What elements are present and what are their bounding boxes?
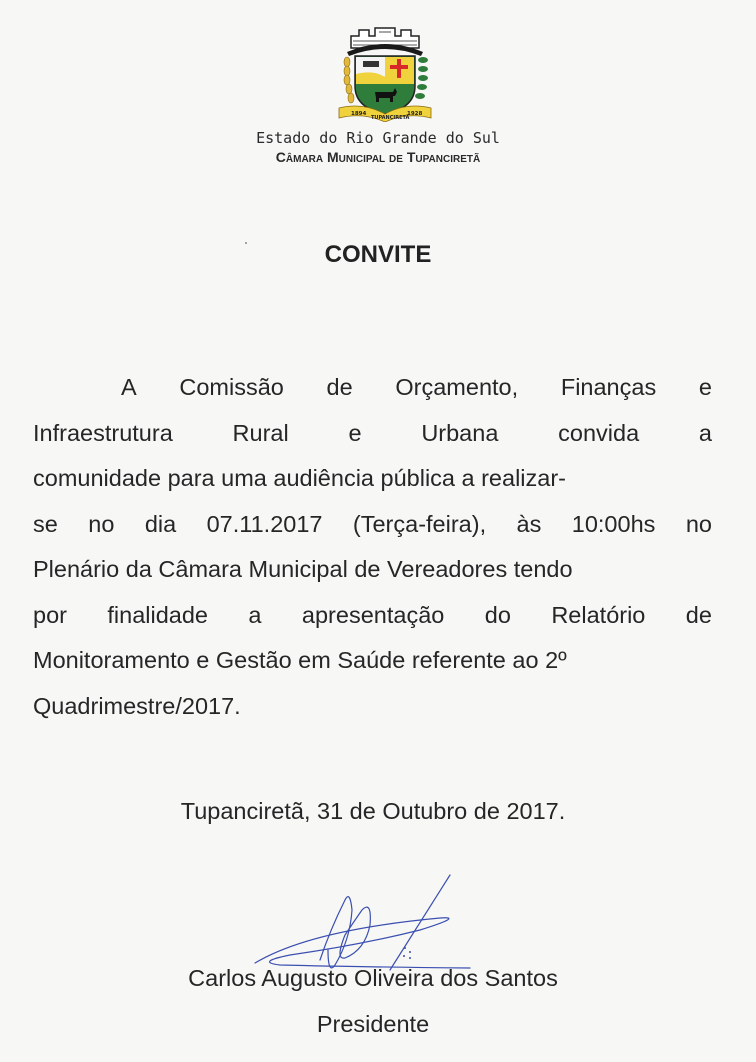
invitation-paragraph xyxy=(33,365,712,729)
document-title: CONVITE xyxy=(324,241,432,268)
paragraph-line-1: A Comissão de Orçamento, Finanças e xyxy=(121,374,712,400)
date-line: Tupanciretã, 31 de Outubro de 2017. xyxy=(180,798,566,824)
signer-role: Presidente xyxy=(316,1011,430,1037)
paragraph-line-5: Plenário da Câmara Municipal de Vereadores tendo xyxy=(33,556,573,582)
paragraph-line-8: Quadrimestre/2017. xyxy=(33,692,241,719)
paragraph-line-7: Monitoramento e Gestão em Saúde referente ao 2º xyxy=(33,647,567,673)
signer-name: Carlos Augusto Oliveira dos Santos xyxy=(188,965,558,991)
paragraph-line-3: comunidade para uma audiência pública a realizar- xyxy=(33,465,566,491)
svg-text:1894: 1894 xyxy=(351,111,367,117)
svg-text:TUPANCIRETÃ: TUPANCIRETÃ xyxy=(371,115,410,121)
svg-text:1928: 1928 xyxy=(407,111,423,117)
chamber-name: Câmara Municipal de Tupanciretã xyxy=(275,149,481,165)
paragraph-line-6: por finalidade a apresentação do Relatório de xyxy=(33,601,712,628)
paragraph-line-2: Infraestrutura Rural e Urbana convida a xyxy=(33,419,712,446)
coat-of-arms-icon xyxy=(333,14,437,122)
paragraph-line-4: se no dia 07.11.2017 (Terça-feira), às 10:00hs no xyxy=(33,510,712,537)
state-name: Estado do Rio Grande do Sul xyxy=(256,129,500,147)
